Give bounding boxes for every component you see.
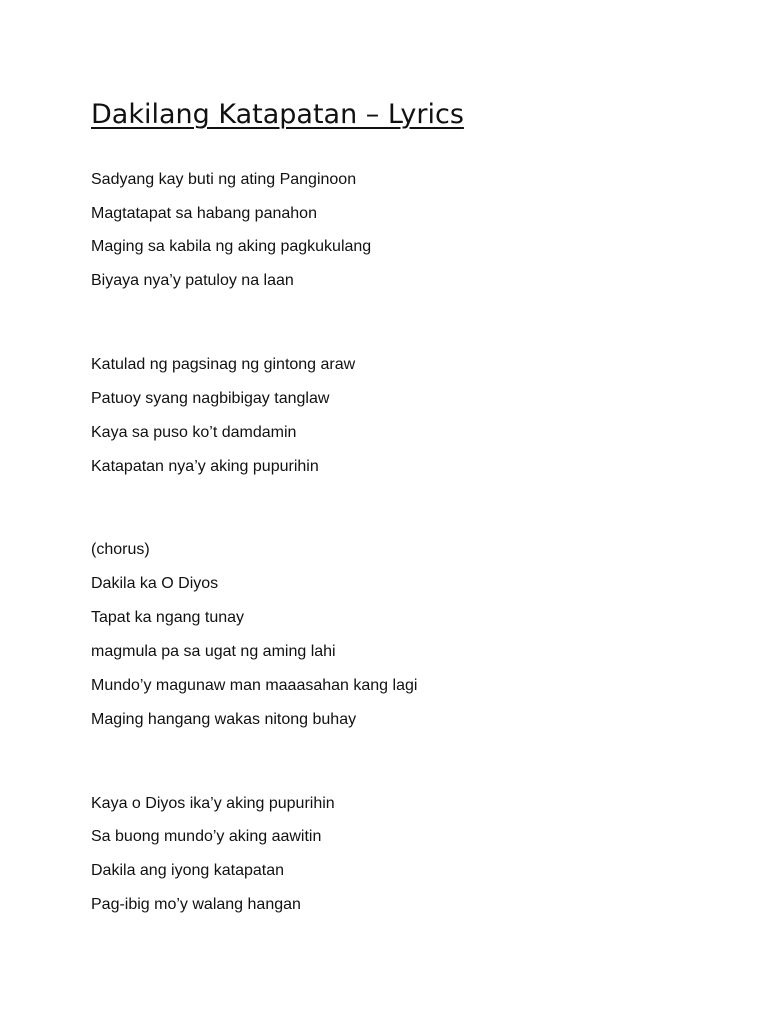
lyric-line: Kaya o Diyos ika’y aking pupurihin [91, 795, 335, 812]
lyric-line: Patuoy syang nagbibigay tanglaw [91, 390, 330, 407]
lyric-line: Sa buong mundo’y aking aawitin [91, 828, 322, 845]
lyric-line: Katulad ng pagsinag ng gintong araw [91, 356, 356, 373]
lyric-line: magmula pa sa ugat ng aming lahi [91, 643, 336, 660]
chorus-label: (chorus) [91, 541, 150, 558]
document-title: Dakilang Katapatan – Lyrics [91, 99, 464, 130]
lyric-line: Maging sa kabila ng aking pagkukulang [91, 238, 372, 255]
lyric-line: Mundo’y magunaw man maaasahan kang lagi [91, 677, 418, 694]
lyric-line: Kaya sa puso ko’t damdamin [91, 424, 297, 441]
lyric-line: Pag-ibig mo’y walang hangan [91, 896, 301, 913]
lyric-line: Sadyang kay buti ng ating Panginoon [91, 171, 357, 188]
lyric-line: Tapat ka ngang tunay [91, 609, 245, 626]
lyric-line: Katapatan nya’y aking pupurihin [91, 458, 319, 475]
lyric-line: Dakila ka O Diyos [91, 575, 219, 592]
lyric-line: Dakila ang iyong katapatan [91, 862, 285, 879]
lyric-line: Maging hangang wakas nitong buhay [91, 711, 357, 728]
lyric-line: Biyaya nya’y patuloy na laan [91, 272, 294, 289]
lyric-line: Magtatapat sa habang panahon [91, 205, 317, 222]
